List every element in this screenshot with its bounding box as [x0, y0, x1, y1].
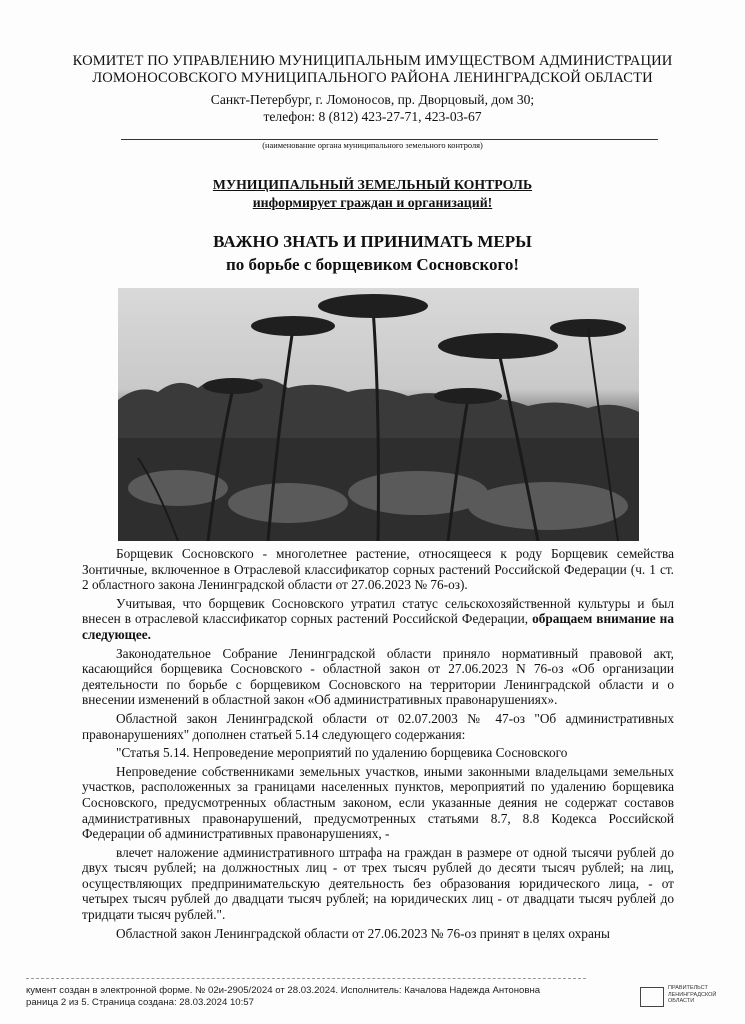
seal-emblem-icon — [640, 987, 664, 1007]
hogweed-photo-illustration — [118, 288, 639, 541]
org-caption: (наименование органа муниципального земельного контроля) — [262, 141, 483, 150]
header-rule — [121, 139, 658, 140]
title-line1: МУНИЦИПАЛЬНЫЙ ЗЕМЕЛЬНЫЙ КОНТРОЛЬ — [212, 177, 533, 192]
hogweed-photo — [118, 288, 639, 541]
footer-line2: раница 2 из 5. Страница создана: 28.03.2024 10:57 — [26, 997, 254, 1008]
footer-stamp — [26, 985, 540, 1009]
footer-divider — [26, 978, 586, 980]
org-name-line2: ЛОМОНОСОВСКОГО МУНИЦИПАЛЬНОГО РАЙОНА ЛЕНИНГРАДСКОЙ ОБЛАСТИ — [92, 70, 653, 86]
org-phone: телефон: 8 (812) 423-27-71, 423-03-67 — [263, 109, 482, 124]
org-address: Санкт-Петербург, г. Ломоносов, пр. Дворцовый, дом 30; — [210, 92, 535, 107]
title-line3: ВАЖНО ЗНАТЬ И ПРИНИМАТЬ МЕРЫ — [213, 232, 532, 251]
paragraph-3: Законодательное Собрание Ленинградской области приняло нормативный правовой акт, касающийся борщевика Сосновского - областной закон от 27.06.2023 N 76-оз «Об организации деятельности по борьбе с борщевиком Сосновского на территории Ленинградской области и о внесении изменений в областной закон «Об административных правонарушениях». — [82, 645, 674, 708]
government-seal — [640, 985, 740, 1009]
paragraph-5: "Статья 5.14. Непроведение мероприятий по удалению борщевика Сосновского — [116, 745, 568, 761]
body-text — [82, 546, 674, 944]
title-line4: по борьбе с борщевиком Сосновского! — [226, 255, 519, 274]
paragraph-6: Непроведение собственниками земельных участков, иными законными владельцами земельных участков, расположенных за границами населенных пунктов, мероприятий по удалению борщевика Сосновского, предусмотренных областным законом, если указанные деяния не содержат составов административных правонарушений, предусмотренных статьями 8.7, 8.8 Кодекса Российской Федерации об административных правонарушениях, - — [82, 763, 674, 842]
footer-line1: кумент создан в электронной форме. № 02и-2905/2024 от 28.03.2024. Исполнитель: Качалова Надежда Антоновна — [26, 985, 541, 996]
paragraph-2: Учитывая, что борщевик Сосновского утратил статус сельскохозяйственной культуры и был внесен в отраслевой классификатор сорных растений Российской Федерации, обращаем внимание на следующее. — [82, 595, 674, 642]
paragraph-8: Областной закон Ленинградской области от 27.06.2023 № 76-оз принят в целях охраны — [116, 925, 610, 941]
seal-text: ПРАВИТЕЛЬСТ ЛЕНИНГРАДСКОЙ ОБЛАСТИ — [668, 985, 717, 1004]
org-name-line1: КОМИТЕТ ПО УПРАВЛЕНИЮ МУНИЦИПАЛЬНЫМ ИМУЩЕСТВОМ АДМИНИСТРАЦИИ — [72, 53, 673, 69]
paragraph-1: Борщевик Сосновского - многолетнее растение, относящееся к роду Борщевик семейства Зонтичные, включенное в Отраслевой классификатор сорных растений Российской Федерации (ч. 1 ст. 2 областного закона Ленинградской области от 27.06.2023 № 76-оз). — [82, 546, 674, 593]
paragraph-4: Областной закон Ленинградской области от 02.07.2003 № 47-оз "Об административных правонарушениях" дополнен статьей 5.14 следующего содержания: — [82, 710, 674, 742]
title-line2: информирует граждан и организаций! — [252, 195, 493, 210]
paragraph-7: влечет наложение административного штрафа на граждан в размере от одной тысячи рублей до двух тысяч рублей; на должностных лиц - от трех тысяч рублей до десяти тысяч рублей; на лиц, осуществляющих предпринимательскую деятельность без образования юридического лица, - от четырех тысяч рублей до двадцати тысяч рублей; на юридических лиц - от двадцати тысяч рублей до тридцати тысяч рублей.". — [82, 844, 674, 923]
